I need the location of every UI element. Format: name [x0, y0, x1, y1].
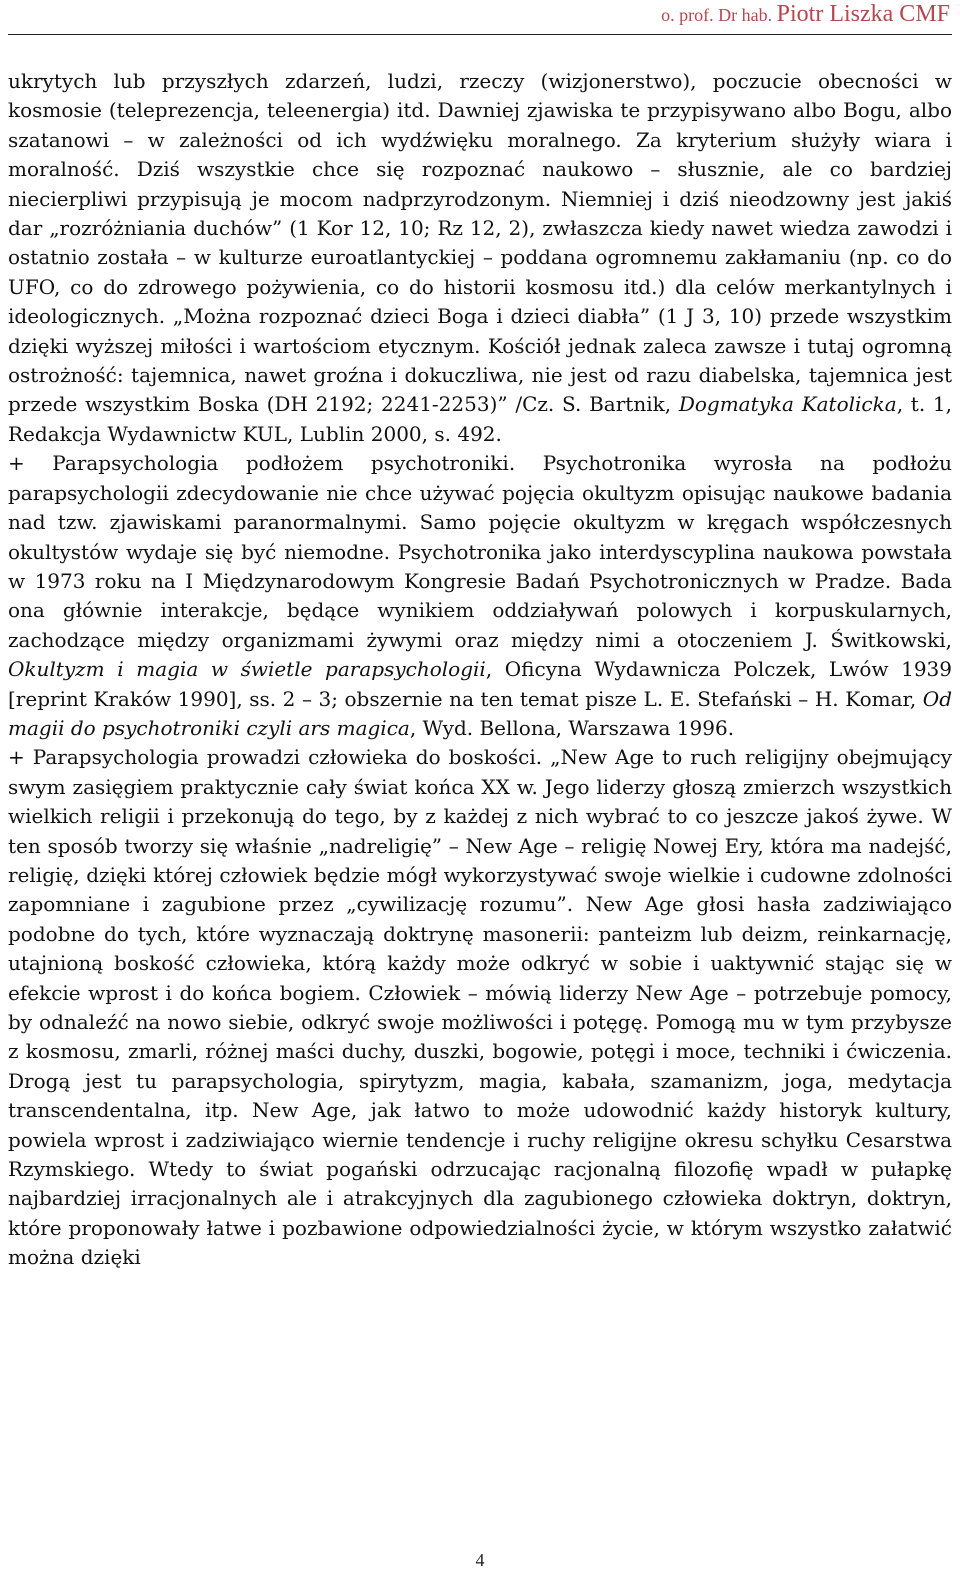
page-number: 4 — [475, 1550, 485, 1570]
page-header — [661, 0, 950, 29]
header-author-name: Piotr Liszka CMF — [776, 1, 950, 27]
paragraph-3 — [8, 743, 952, 1272]
paragraph-2-text: + Parapsychologia podłożem psychotroniki. Psychotronika wyrosła na podłożu parapsychologii zdecydowanie nie chce używać pojęcia okultyzm opisując naukowe badania nad tzw. zjawiskami paranormalnymi. Samo pojęcie okultyzm w kręgach współczesnych okultystów wydaje się być niemodne. Psychotronika jako interdyscyplina naukowa powstała w 1973 roku na I Międzynarodowym Kongresie Badań Psychotronicznych w Pradze. Bada ona głównie interakcje, będące wynikiem oddziaływań polowych i korpuskularnych, zachodzące między organizmami żywymi oraz między nimi a otoczeniem J. Świtkowski, — [8, 451, 952, 652]
paragraph-2-citation-end: , Wyd. Bellona, Warszawa 1996. — [409, 715, 735, 740]
header-author-title: o. prof. Dr hab. — [661, 5, 777, 25]
book-title: Od magii do psychotroniki czyli ars magica — [8, 686, 952, 740]
book-title: Dogmatyka Katolicka — [678, 392, 897, 417]
paragraph-2 — [8, 449, 952, 743]
paragraph-1 — [8, 67, 952, 449]
header-divider — [8, 34, 952, 35]
document-body — [8, 67, 952, 1273]
paragraph-3-text: + Parapsychologia prowadzi człowieka do boskości. „New Age to ruch religijny obejmujący swym zasięgiem praktycznie cały świat końca XX w. Jego liderzy głoszą zmierzch wszystkich wielkich religii i przekonują do tego, by z każdej z nich wybrać to co jeszcze jakoś żywe. W ten sposób tworzy się właśnie „nadreligię” – New Age – religię Nowej Ery, która ma nadejść, religię, dzięki której człowiek będzie mógł wykorzystywać swoje wielkie i cudowne zdolności zapomniane i zagubione przez „cywilizację rozumu”. New Age głosi hasła zadziwiająco podobne do tych, które wyznaczają doktrynę masonerii: panteizm lub deizm, reinkarnację, utajnioną boskość człowieka, którą każdy może odkryć w sobie i uaktywnić stając się w efekcie wprost i do końca bogiem. Człowiek – mówią liderzy New Age – potrzebuje pomocy, by odnaleźć na nowo siebie, odkryć swoje możliwości i potęgę. Pomogą mu w tym przybysze z kosmosu, zmarli, różnej maści duchy, duszki, bogowie, potęgi i moce, techniki i ćwiczenia. Drogą jest tu parapsychologia, spirytyzm, magia, kabała, szamanizm, joga, medytacja transcendentalna, itp. New Age, jak łatwo to może udowodnić każdy historyk kultury, powiela wprost i zadziwiająco wiernie tendencje i ruchy religijne okresu schyłku Cesarstwa Rzymskiego. Wtedy to świat pogański odrzucając racjonalną filozofię wpadł w pułapkę najbardziej irracjonalnych ale i atrakcyjnych dla zagubionego człowieka doktryn, doktryn, które proponowały łatwe i pozbawione odpowiedzialności życie, w którym wszystko załatwić można dzięki — [8, 745, 952, 1270]
paragraph-1-citation: , t. 1, Redakcja Wydawnictw KUL, Lublin 2000, s. 492. — [8, 392, 952, 446]
paragraph-1-text: ukrytych lub przyszłych zdarzeń, ludzi, rzeczy (wizjonerstwo), poczucie obecności w kosmosie (teleprezencja, teleenergia) itd. Dawniej zjawiska te przypisywano albo Bogu, albo szatanowi – w zależności od ich wydźwięku moralnego. Za kryterium służyły wiara i moralność. Dziś wszystkie chce się rozpoznać naukowo – słusznie, ale co bardziej niecierpliwi przypisują je mocom nadprzyrodzonym. Niemniej i dziś nieodzowny jest jakiś dar „rozróżniania duchów” (1 Kor 12, 10; Rz 12, 2), zwłaszcza kiedy nawet wiedza zawodzi i ostatnio została – w kulturze euroatlantyckiej – poddana ogromnemu zakłamaniu (np. co do UFO, co do zdrowego pożywienia, co do historii kosmosu itd.) dla celów merkantylnych i ideologicznych. „Można rozpoznać dzieci Boga i dzieci diabła” (1 J 3, 10) przede wszystkim dzięki wyższej miłości i wartościom etycznym. Kościół jednak zaleca zawsze i tutaj ogromną ostrożność: tajemnica, nawet groźna i dokuczliwa, nie jest od razu diabelska, tajemnica jest przede wszystkim Boska (DH 2192; 2241-2253)” /Cz. S. Bartnik, — [8, 69, 952, 417]
book-title: Okultyzm i magia w świetle parapsychologii — [8, 657, 486, 682]
paragraph-2-citation: , Oficyna Wydawnicza Polczek, Lwów 1939 [reprint Kraków 1990], ss. 2 – 3; obszernie na ten temat pisze L. E. Stefański – H. Komar, — [8, 657, 953, 711]
